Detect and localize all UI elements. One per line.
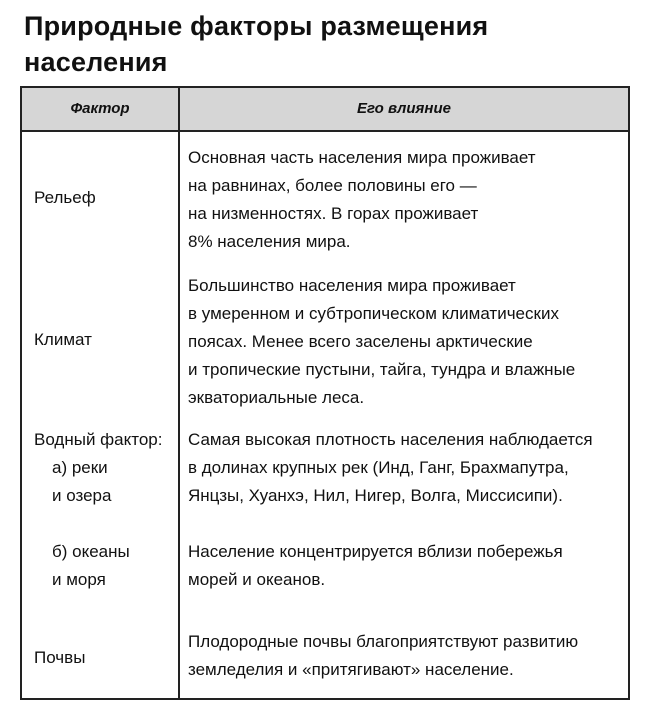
desc-oceans <box>188 538 624 594</box>
desc-water <box>188 426 624 510</box>
factor-line: Водный фактор: <box>34 430 163 449</box>
desc-line: Плодородные почвы благоприятствуют развитию <box>188 632 579 651</box>
desc-line: Большинство населения мира проживает <box>188 276 516 295</box>
desc-line: морей и океанов. <box>188 570 326 589</box>
factor-line: Почвы <box>34 648 86 667</box>
column-divider <box>178 88 180 698</box>
factor-line: Рельеф <box>34 188 96 207</box>
desc-line: Основная часть населения мира проживает <box>188 148 536 167</box>
desc-line: в долинах крупных рек (Инд, Ганг, Брахмапутра, <box>188 458 569 477</box>
desc-relief <box>188 144 624 256</box>
page-title <box>24 8 624 80</box>
desc-line: Население концентрируется вблизи побережья <box>188 542 563 561</box>
factor-line: Климат <box>34 330 92 349</box>
desc-line: земледелия и «притягивают» население. <box>188 660 514 679</box>
desc-line: 8% населения мира. <box>188 232 351 251</box>
header-influence: Его влияние <box>357 100 451 117</box>
factor-oceans <box>34 538 174 594</box>
factor-line: а) реки <box>52 458 108 477</box>
factor-climate <box>34 326 174 354</box>
desc-line: Самая высокая плотность населения наблюдается <box>188 430 593 449</box>
desc-line: и тропические пустыни, тайга, тундра и влажные <box>188 360 576 379</box>
table-header <box>22 88 628 132</box>
desc-line: поясах. Менее всего заселены арктические <box>188 332 533 351</box>
desc-line: на равнинах, более половины его — <box>188 176 477 195</box>
factor-water <box>34 426 174 510</box>
factor-line: и озера <box>52 486 112 505</box>
factor-soils <box>34 644 174 672</box>
title-line-1: Природные факторы размещения <box>24 11 489 41</box>
desc-line: в умеренном и субтропическом климатических <box>188 304 559 323</box>
desc-soils <box>188 628 624 684</box>
factors-table <box>20 86 630 700</box>
desc-line: Янцзы, Хуанхэ, Нил, Нигер, Волга, Миссисипи). <box>188 486 563 505</box>
desc-line: на низменностях. В горах проживает <box>188 204 479 223</box>
header-factor: Фактор <box>70 100 130 117</box>
desc-climate <box>188 272 624 412</box>
factor-line: б) океаны <box>52 542 130 561</box>
factor-line: и моря <box>52 570 106 589</box>
desc-line: экваториальные леса. <box>188 388 365 407</box>
title-line-2: населения <box>24 47 168 77</box>
factor-relief <box>34 184 174 212</box>
